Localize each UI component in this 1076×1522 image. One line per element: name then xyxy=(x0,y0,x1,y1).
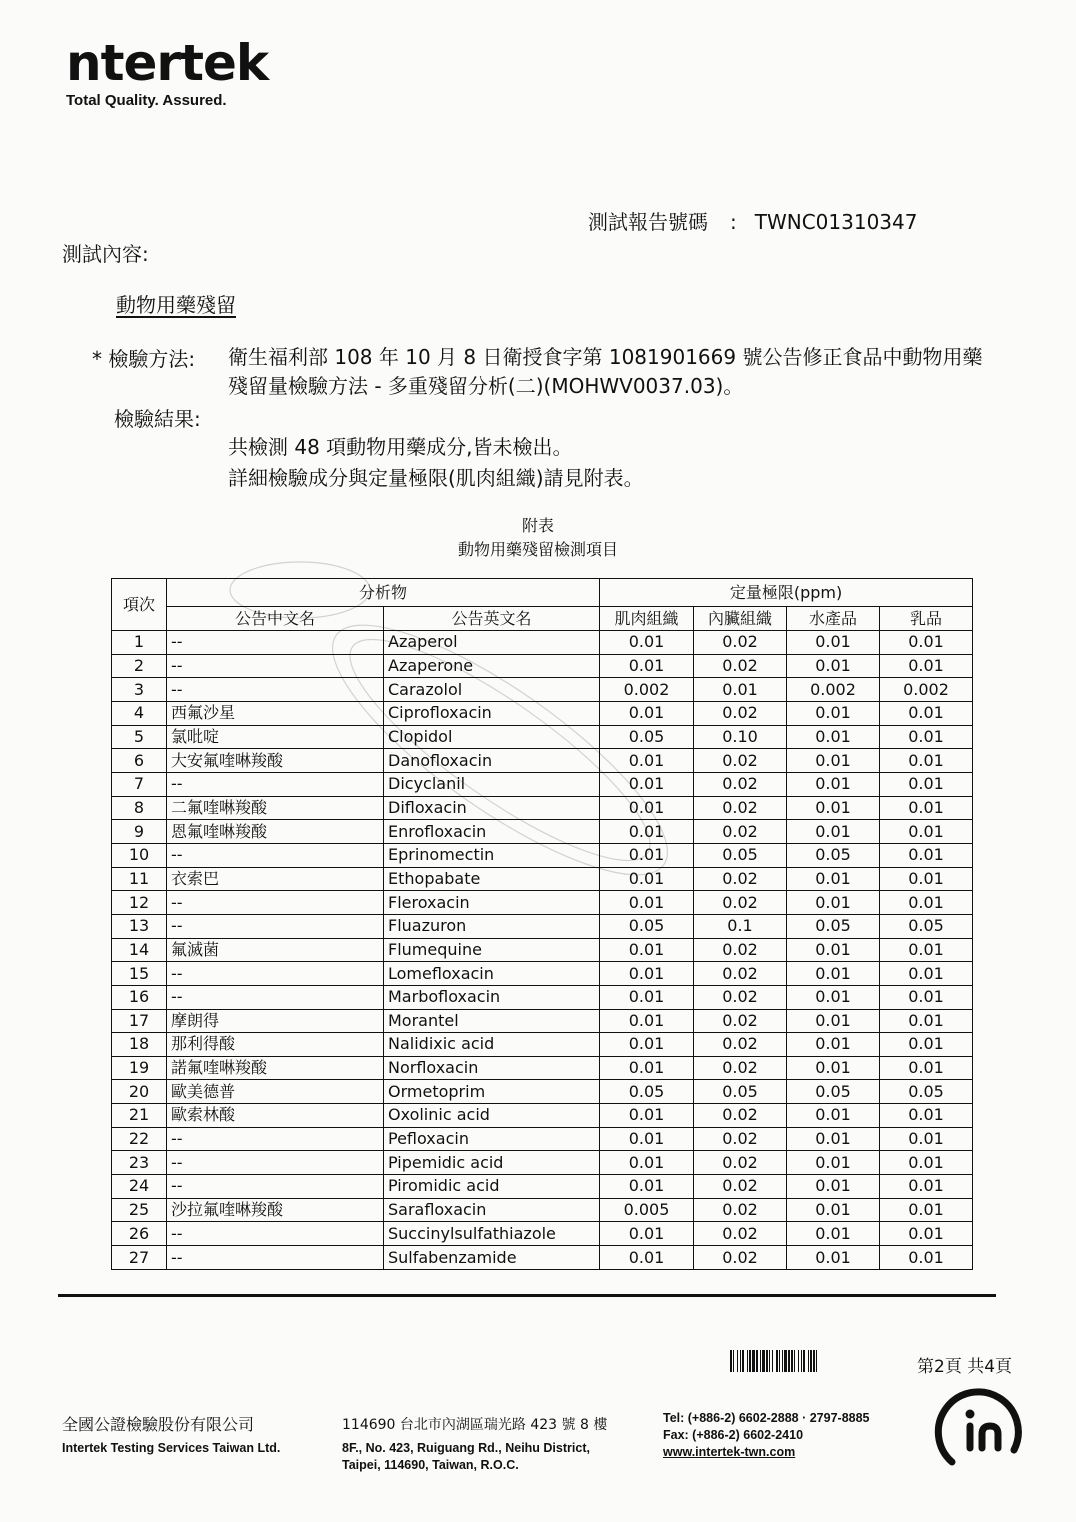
table-row xyxy=(112,678,973,702)
footer-contact xyxy=(663,1410,870,1461)
cell-item-no: 14 xyxy=(112,938,167,962)
cell-loq-muscle: 0.05 xyxy=(600,914,694,938)
cell-loq-aquatic: 0.01 xyxy=(787,1009,880,1033)
cell-loq-aquatic: 0.05 xyxy=(787,843,880,867)
cell-english-name: Pefloxacin xyxy=(384,1127,600,1151)
cell-item-no: 3 xyxy=(112,678,167,702)
cell-item-no: 4 xyxy=(112,701,167,725)
cell-english-name: Eprinomectin xyxy=(384,843,600,867)
cell-item-no: 5 xyxy=(112,725,167,749)
cell-english-name: Sarafloxacin xyxy=(384,1198,600,1222)
cell-loq-organ: 0.02 xyxy=(694,749,787,773)
cell-english-name: Azaperol xyxy=(384,631,600,655)
cell-english-name: Fleroxacin xyxy=(384,891,600,915)
table-body xyxy=(112,631,973,1270)
method-label-text: 檢驗方法: xyxy=(108,347,196,371)
cell-item-no: 20 xyxy=(112,1080,167,1104)
cell-loq-milk: 0.01 xyxy=(880,725,973,749)
cell-item-no: 26 xyxy=(112,1222,167,1246)
cell-loq-aquatic: 0.01 xyxy=(787,820,880,844)
cell-loq-milk: 0.01 xyxy=(880,1104,973,1128)
cell-loq-aquatic: 0.01 xyxy=(787,1127,880,1151)
report-number xyxy=(588,206,917,235)
contact-fax: Fax: (+886-2) 6602-2410 xyxy=(663,1428,804,1442)
method-text: 衛生福利部 108 年 10 月 8 日衛授食字第 1081901669 號公告修正食品中動物用藥殘留量檢驗方法 - 多重殘留分析(二)(MOHWV0037.03)。 xyxy=(228,345,983,398)
cell-loq-milk: 0.01 xyxy=(880,1056,973,1080)
cell-loq-muscle: 0.05 xyxy=(600,725,694,749)
table-row xyxy=(112,1198,973,1222)
table-row xyxy=(112,725,973,749)
cell-loq-aquatic: 0.01 xyxy=(787,1246,880,1270)
cell-chinese-name: -- xyxy=(167,843,384,867)
cell-english-name: Lomefloxacin xyxy=(384,962,600,986)
header-analyte: 分析物 xyxy=(167,579,600,607)
cell-item-no: 25 xyxy=(112,1198,167,1222)
table-row xyxy=(112,938,973,962)
logo-tagline: Total Quality. Assured. xyxy=(66,92,227,109)
cell-chinese-name: 氟滅菌 xyxy=(167,938,384,962)
cell-item-no: 27 xyxy=(112,1246,167,1270)
cell-loq-milk: 0.002 xyxy=(880,678,973,702)
cell-loq-aquatic: 0.01 xyxy=(787,1151,880,1175)
cell-loq-milk: 0.01 xyxy=(880,962,973,986)
cell-chinese-name: -- xyxy=(167,1222,384,1246)
cell-loq-organ: 0.02 xyxy=(694,1198,787,1222)
cell-item-no: 12 xyxy=(112,891,167,915)
test-content-label: 測試內容: xyxy=(62,242,149,266)
cell-loq-aquatic: 0.01 xyxy=(787,772,880,796)
cell-loq-organ: 0.02 xyxy=(694,631,787,655)
cell-loq-muscle: 0.05 xyxy=(600,1080,694,1104)
cell-english-name: Ethopabate xyxy=(384,867,600,891)
result-line-1: 共檢測 48 項動物用藥成分,皆未檢出。 xyxy=(228,435,573,459)
page-number: 第2頁 共4頁 xyxy=(917,1357,1013,1377)
cell-chinese-name: 那利得酸 xyxy=(167,1033,384,1057)
cell-chinese-name: 恩氟喹啉羧酸 xyxy=(167,820,384,844)
cell-english-name: Azaperone xyxy=(384,654,600,678)
cell-loq-aquatic: 0.002 xyxy=(787,678,880,702)
cell-loq-organ: 0.02 xyxy=(694,1127,787,1151)
cell-loq-organ: 0.02 xyxy=(694,985,787,1009)
cell-loq-milk: 0.01 xyxy=(880,654,973,678)
footer-address xyxy=(342,1414,607,1474)
test-subject: 動物用藥殘留 xyxy=(116,293,236,317)
header-item-no: 項次 xyxy=(112,579,167,631)
cell-loq-organ: 0.02 xyxy=(694,1009,787,1033)
result-line-2: 詳細檢驗成分與定量極限(肌肉組織)請見附表。 xyxy=(228,466,644,490)
cell-chinese-name: -- xyxy=(167,678,384,702)
table-row xyxy=(112,1222,973,1246)
cell-item-no: 6 xyxy=(112,749,167,773)
cell-loq-aquatic: 0.01 xyxy=(787,867,880,891)
cell-loq-milk: 0.01 xyxy=(880,749,973,773)
footer-divider xyxy=(58,1294,996,1297)
cell-loq-muscle: 0.01 xyxy=(600,1151,694,1175)
cell-item-no: 7 xyxy=(112,772,167,796)
cell-chinese-name: -- xyxy=(167,1151,384,1175)
table-row xyxy=(112,631,973,655)
cell-loq-muscle: 0.01 xyxy=(600,1056,694,1080)
cell-chinese-name: -- xyxy=(167,772,384,796)
table-row xyxy=(112,820,973,844)
cell-loq-muscle: 0.01 xyxy=(600,631,694,655)
cell-english-name: Difloxacin xyxy=(384,796,600,820)
cell-english-name: Sulfabenzamide xyxy=(384,1246,600,1270)
cell-loq-milk: 0.01 xyxy=(880,1127,973,1151)
cell-loq-muscle: 0.01 xyxy=(600,1222,694,1246)
table-row xyxy=(112,654,973,678)
cell-chinese-name: 西氟沙星 xyxy=(167,701,384,725)
cell-loq-aquatic: 0.01 xyxy=(787,1222,880,1246)
cell-loq-milk: 0.01 xyxy=(880,1151,973,1175)
cell-loq-muscle: 0.01 xyxy=(600,1175,694,1199)
cell-loq-muscle: 0.01 xyxy=(600,1246,694,1270)
result-label: 檢驗結果: xyxy=(114,407,201,431)
table-row xyxy=(112,962,973,986)
appendix-subtitle: 動物用藥殘留檢測項目 xyxy=(457,540,618,559)
table-row xyxy=(112,701,973,725)
cell-english-name: Pipemidic acid xyxy=(384,1151,600,1175)
table-row xyxy=(112,914,973,938)
cell-chinese-name: 摩朗得 xyxy=(167,1009,384,1033)
cell-chinese-name: -- xyxy=(167,631,384,655)
cell-item-no: 1 xyxy=(112,631,167,655)
cell-loq-muscle: 0.01 xyxy=(600,820,694,844)
cell-loq-organ: 0.02 xyxy=(694,1222,787,1246)
cell-loq-organ: 0.02 xyxy=(694,654,787,678)
cell-loq-muscle: 0.01 xyxy=(600,1033,694,1057)
cell-item-no: 21 xyxy=(112,1104,167,1128)
cell-loq-organ: 0.02 xyxy=(694,701,787,725)
contact-tel: Tel: (+886-2) 6602-2888 · 2797-8885 xyxy=(663,1411,870,1425)
intertek-circle-logo-icon xyxy=(934,1384,1026,1476)
cell-loq-milk: 0.01 xyxy=(880,1246,973,1270)
cell-english-name: Morantel xyxy=(384,1009,600,1033)
cell-item-no: 19 xyxy=(112,1056,167,1080)
cell-chinese-name: 氯吡啶 xyxy=(167,725,384,749)
cell-chinese-name: 二氟喹啉羧酸 xyxy=(167,796,384,820)
table-row xyxy=(112,1009,973,1033)
cell-loq-organ: 0.1 xyxy=(694,914,787,938)
cell-loq-milk: 0.01 xyxy=(880,867,973,891)
cell-loq-aquatic: 0.01 xyxy=(787,985,880,1009)
cell-loq-muscle: 0.01 xyxy=(600,701,694,725)
report-number-separator: : xyxy=(730,210,737,234)
address-zh: 114690 台北市內湖區瑞光路 423 號 8 樓 xyxy=(342,1417,608,1433)
company-name-zh: 全國公證檢驗股份有限公司 xyxy=(62,1415,255,1434)
cell-loq-muscle: 0.01 xyxy=(600,891,694,915)
cell-item-no: 15 xyxy=(112,962,167,986)
cell-loq-organ: 0.02 xyxy=(694,1104,787,1128)
method-label xyxy=(92,343,195,372)
cell-chinese-name: -- xyxy=(167,654,384,678)
cell-loq-milk: 0.01 xyxy=(880,1009,973,1033)
cell-loq-organ: 0.02 xyxy=(694,1246,787,1270)
cell-loq-muscle: 0.01 xyxy=(600,796,694,820)
table-row xyxy=(112,796,973,820)
cell-loq-organ: 0.02 xyxy=(694,962,787,986)
cell-english-name: Fluazuron xyxy=(384,914,600,938)
header-english-name: 公告英文名 xyxy=(384,607,600,631)
cell-item-no: 23 xyxy=(112,1151,167,1175)
address-en-line-1: 8F., No. 423, Ruiguang Rd., Neihu District, xyxy=(342,1441,590,1455)
table-row xyxy=(112,1080,973,1104)
cell-english-name: Enrofloxacin xyxy=(384,820,600,844)
cell-chinese-name: 衣索巴 xyxy=(167,867,384,891)
appendix-title: 附表 xyxy=(521,516,554,535)
cell-loq-milk: 0.01 xyxy=(880,796,973,820)
contact-website-link[interactable]: www.intertek-twn.com xyxy=(663,1445,796,1459)
cell-chinese-name: 沙拉氟喹啉羧酸 xyxy=(167,1198,384,1222)
cell-loq-organ: 0.02 xyxy=(694,1056,787,1080)
cell-chinese-name: 大安氟喹啉羧酸 xyxy=(167,749,384,773)
cell-loq-aquatic: 0.01 xyxy=(787,1104,880,1128)
cell-loq-milk: 0.05 xyxy=(880,1080,973,1104)
cell-loq-organ: 0.02 xyxy=(694,772,787,796)
table-row xyxy=(112,843,973,867)
report-number-label: 測試報告號碼 xyxy=(588,210,708,234)
cell-loq-aquatic: 0.01 xyxy=(787,654,880,678)
cell-loq-milk: 0.01 xyxy=(880,985,973,1009)
cell-loq-aquatic: 0.01 xyxy=(787,1033,880,1057)
cell-english-name: Nalidixic acid xyxy=(384,1033,600,1057)
table-row xyxy=(112,1127,973,1151)
cell-loq-organ: 0.01 xyxy=(694,678,787,702)
cell-english-name: Ciprofloxacin xyxy=(384,701,600,725)
cell-chinese-name: -- xyxy=(167,891,384,915)
cell-english-name: Piromidic acid xyxy=(384,1175,600,1199)
table-row xyxy=(112,1246,973,1270)
table-row xyxy=(112,772,973,796)
cell-loq-organ: 0.02 xyxy=(694,1033,787,1057)
cell-english-name: Marbofloxacin xyxy=(384,985,600,1009)
table-row xyxy=(112,1056,973,1080)
cell-loq-aquatic: 0.01 xyxy=(787,749,880,773)
cell-loq-aquatic: 0.01 xyxy=(787,1198,880,1222)
table-row xyxy=(112,867,973,891)
cell-loq-muscle: 0.002 xyxy=(600,678,694,702)
table-row xyxy=(112,1033,973,1057)
company-name-en: Intertek Testing Services Taiwan Ltd. xyxy=(62,1441,281,1455)
cell-loq-aquatic: 0.01 xyxy=(787,891,880,915)
cell-loq-muscle: 0.01 xyxy=(600,1127,694,1151)
table-row xyxy=(112,1151,973,1175)
cell-chinese-name: -- xyxy=(167,914,384,938)
cell-loq-muscle: 0.01 xyxy=(600,654,694,678)
cell-chinese-name: 諾氟喹啉羧酸 xyxy=(167,1056,384,1080)
cell-english-name: Flumequine xyxy=(384,938,600,962)
cell-loq-aquatic: 0.05 xyxy=(787,1080,880,1104)
cell-loq-milk: 0.01 xyxy=(880,1198,973,1222)
cell-loq-aquatic: 0.01 xyxy=(787,725,880,749)
cell-loq-milk: 0.01 xyxy=(880,843,973,867)
cell-chinese-name: -- xyxy=(167,1246,384,1270)
cell-loq-muscle: 0.005 xyxy=(600,1198,694,1222)
intertek-logo xyxy=(66,34,269,109)
cell-loq-milk: 0.01 xyxy=(880,1222,973,1246)
cell-loq-organ: 0.02 xyxy=(694,796,787,820)
cell-loq-milk: 0.01 xyxy=(880,1033,973,1057)
cell-loq-organ: 0.10 xyxy=(694,725,787,749)
cell-loq-aquatic: 0.01 xyxy=(787,938,880,962)
cell-loq-milk: 0.01 xyxy=(880,1175,973,1199)
cell-item-no: 9 xyxy=(112,820,167,844)
header-chinese-name: 公告中文名 xyxy=(167,607,384,631)
method-asterisk: * xyxy=(92,347,102,371)
cell-item-no: 2 xyxy=(112,654,167,678)
cell-loq-milk: 0.01 xyxy=(880,938,973,962)
cell-loq-aquatic: 0.01 xyxy=(787,701,880,725)
header-loq: 定量極限(ppm) xyxy=(600,579,973,607)
cell-loq-muscle: 0.01 xyxy=(600,1009,694,1033)
cell-loq-aquatic: 0.01 xyxy=(787,1056,880,1080)
cell-chinese-name: -- xyxy=(167,1175,384,1199)
cell-loq-milk: 0.01 xyxy=(880,631,973,655)
header-aquatic: 水產品 xyxy=(787,607,880,631)
cell-loq-aquatic: 0.01 xyxy=(787,631,880,655)
footer-company xyxy=(62,1412,280,1455)
logo-wordmark: ntertek xyxy=(66,34,269,92)
cell-loq-muscle: 0.01 xyxy=(600,772,694,796)
cell-chinese-name: -- xyxy=(167,985,384,1009)
cell-loq-organ: 0.02 xyxy=(694,891,787,915)
cell-item-no: 8 xyxy=(112,796,167,820)
cell-item-no: 22 xyxy=(112,1127,167,1151)
cell-english-name: Ormetoprim xyxy=(384,1080,600,1104)
header-muscle: 肌肉組織 xyxy=(600,607,694,631)
cell-loq-muscle: 0.01 xyxy=(600,985,694,1009)
cell-english-name: Dicyclanil xyxy=(384,772,600,796)
table-row xyxy=(112,891,973,915)
cell-chinese-name: -- xyxy=(167,1127,384,1151)
cell-chinese-name: 歐索林酸 xyxy=(167,1104,384,1128)
cell-item-no: 10 xyxy=(112,843,167,867)
cell-loq-organ: 0.02 xyxy=(694,938,787,962)
cell-english-name: Danofloxacin xyxy=(384,749,600,773)
cell-item-no: 11 xyxy=(112,867,167,891)
header-milk: 乳品 xyxy=(880,607,973,631)
table-row xyxy=(112,1104,973,1128)
cell-loq-milk: 0.01 xyxy=(880,701,973,725)
header-organ: 內臟組織 xyxy=(694,607,787,631)
address-en-line-2: Taipei, 114690, Taiwan, R.O.C. xyxy=(342,1458,519,1472)
cell-english-name: Clopidol xyxy=(384,725,600,749)
cell-english-name: Carazolol xyxy=(384,678,600,702)
cell-item-no: 24 xyxy=(112,1175,167,1199)
cell-loq-organ: 0.05 xyxy=(694,843,787,867)
cell-item-no: 13 xyxy=(112,914,167,938)
cell-english-name: Norfloxacin xyxy=(384,1056,600,1080)
cell-item-no: 18 xyxy=(112,1033,167,1057)
table-row xyxy=(112,749,973,773)
cell-loq-aquatic: 0.05 xyxy=(787,914,880,938)
cell-loq-organ: 0.02 xyxy=(694,867,787,891)
cell-loq-milk: 0.01 xyxy=(880,772,973,796)
cell-item-no: 17 xyxy=(112,1009,167,1033)
cell-loq-muscle: 0.01 xyxy=(600,1104,694,1128)
table-row xyxy=(112,985,973,1009)
table-row xyxy=(112,1175,973,1199)
cell-loq-aquatic: 0.01 xyxy=(787,1175,880,1199)
cell-chinese-name: 歐美德普 xyxy=(167,1080,384,1104)
cell-loq-milk: 0.01 xyxy=(880,820,973,844)
barcode xyxy=(730,1350,898,1372)
report-number-value: TWNC01310347 xyxy=(754,210,918,234)
cell-loq-organ: 0.02 xyxy=(694,1151,787,1175)
cell-loq-organ: 0.02 xyxy=(694,820,787,844)
cell-loq-muscle: 0.01 xyxy=(600,749,694,773)
cell-loq-muscle: 0.01 xyxy=(600,867,694,891)
cell-loq-aquatic: 0.01 xyxy=(787,796,880,820)
cell-loq-muscle: 0.01 xyxy=(600,938,694,962)
cell-loq-milk: 0.05 xyxy=(880,914,973,938)
cell-loq-milk: 0.01 xyxy=(880,891,973,915)
cell-loq-organ: 0.05 xyxy=(694,1080,787,1104)
cell-english-name: Oxolinic acid xyxy=(384,1104,600,1128)
cell-loq-muscle: 0.01 xyxy=(600,843,694,867)
cell-item-no: 16 xyxy=(112,985,167,1009)
residue-table xyxy=(111,578,973,1270)
cell-loq-muscle: 0.01 xyxy=(600,962,694,986)
cell-loq-organ: 0.02 xyxy=(694,1175,787,1199)
cell-english-name: Succinylsulfathiazole xyxy=(384,1222,600,1246)
cell-loq-aquatic: 0.01 xyxy=(787,962,880,986)
cell-chinese-name: -- xyxy=(167,962,384,986)
